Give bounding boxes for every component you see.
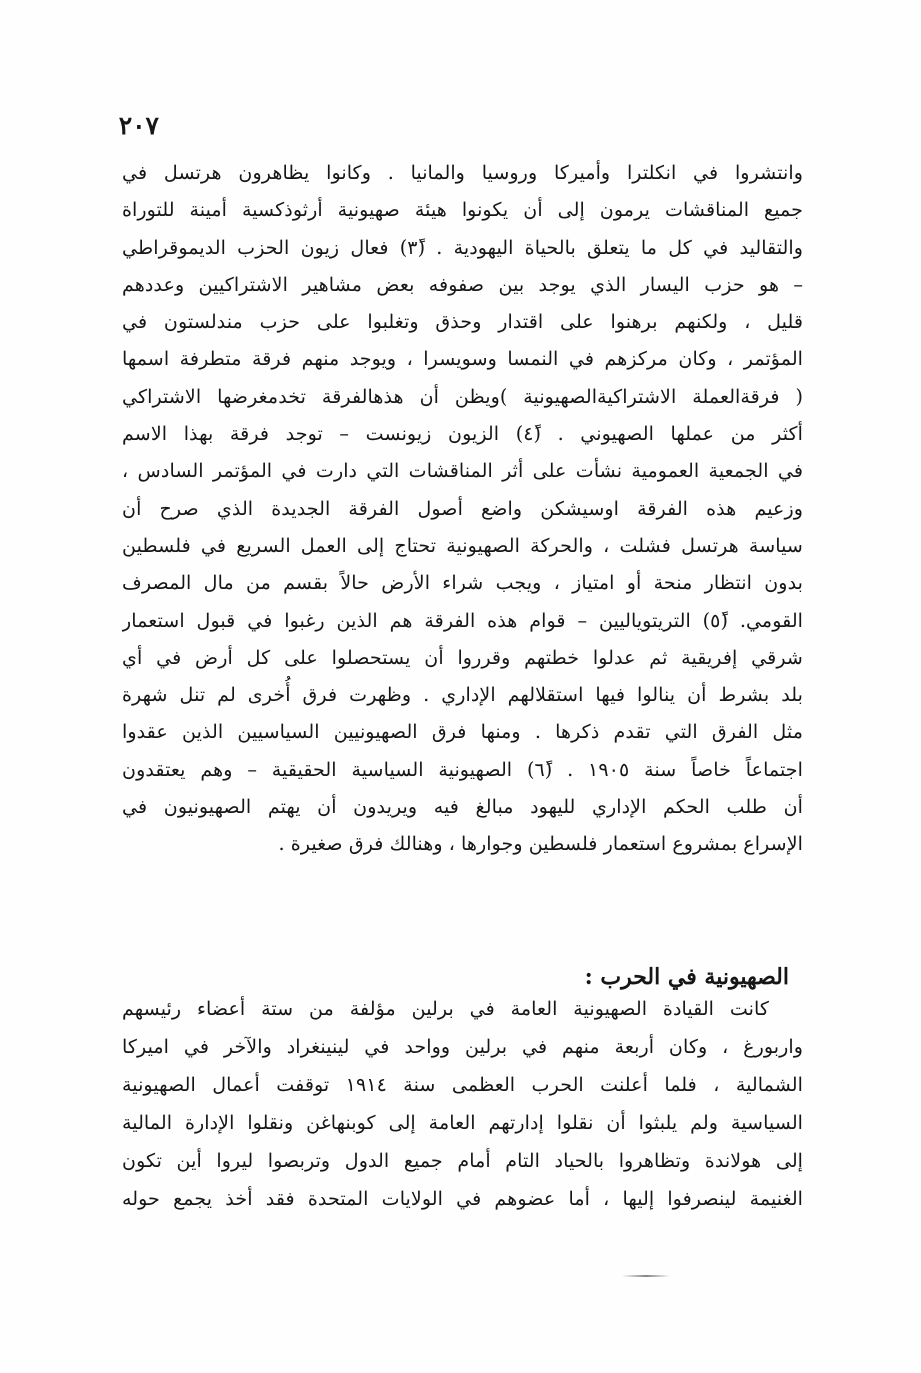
page-number: ٢٠٧ — [118, 111, 159, 140]
text-line: واربورغ ، وكان أربعة منهم في برلين وواحد في لينينغراد والآخر في اميركا — [122, 1035, 803, 1058]
print-mark — [622, 1275, 670, 1277]
text-line: وانتشروا في انكلترا وأميركا وروسيا والمانيا . وكانوا يظاهرون هرتسل في — [122, 161, 803, 184]
text-line: ( فرقةالعملة الاشتراكيةالصهيونية )ويظن أن هذهالفرقة تخدمغرضها الاشتراكي — [122, 384, 803, 408]
section-heading: الصهيونية في الحرب : — [584, 964, 789, 990]
text-line: سياسة هرتسل فشلت ، والحركة الصهيونية تحتاج إلى العمل السريع في فلسطين — [122, 533, 803, 557]
text-line: اجتماعاً خاصاً سنة ١٩٠٥ . (٦ً) الصهيونية السياسية الحقيقية – وهم يعتقدون — [122, 757, 803, 781]
text-line: الشمالية ، فلما أعلنت الحرب العظمى سنة ١٩١٤ توقفت أعمال الصهيونية — [122, 1073, 803, 1096]
text-line: الغنيمة لينصرفوا إليها ، أما عضوهم في الولايات المتحدة فقد أخذ يجمع حوله — [122, 1187, 803, 1210]
text-line: مثل الفرق التي تقدم ذكرها . ومنها فرق الصهيونيين السياسيين الذين عقدوا — [122, 720, 803, 744]
paragraph-zionist-factions — [122, 154, 803, 863]
text-line: شرقي إفريقية ثم عدلوا خطتهم وقرروا أن يستحصلوا على كل أرض في أي — [122, 645, 803, 669]
text-line: جميع المناقشات يرمون إلى أن يكونوا هيئة صهيونية أرثوذكسية أمينة للتوراة — [122, 198, 803, 222]
text-line: وزعيم هذه الفرقة اوسيشكن واضع أصول الفرقة الجديدة الذي صرح أن — [122, 496, 803, 520]
text-line: الإسراع بمشروع استعمار فلسطين وجوارها ، وهنالك فرق صغيرة . — [278, 832, 803, 856]
text-line: القومي. (٥ً) التريتوياليين – قوام هذه الفرقة هم الذين رغبوا في قبول استعمار — [122, 608, 803, 632]
text-line: أن طلب الحكم الإداري لليهود مبالغ فيه ويريدون أن يهتم الصهيونيون في — [122, 795, 803, 819]
text-line: كانت القيادة الصهيونية العامة في برلين مؤلفة من ستة أعضاء رئيسهم — [122, 997, 769, 1020]
text-line: السياسية ولم يلبثوا أن نقلوا إدارتهم العامة إلى كوبنهاغن ونقلوا الإدارة المالية — [122, 1111, 803, 1134]
text-line: المؤتمر ، وكان مركزهم في النمسا وسويسرا ، ويوجد منهم فرقة متطرفة اسمها — [122, 347, 803, 371]
text-line: – هو حزب اليسار الذي يوجد بين صفوفه بعض مشاهير الاشتراكيين وعددهم — [122, 272, 803, 296]
text-line: بدون انتظار منحة أو امتياز ، ويجب شراء الأرض حالاً بقسم من مال المصرف — [122, 571, 803, 595]
text-line: إلى هولاندة وتظاهروا بالحياد التام أمام جميع الدول وتربصوا ليروا أين تكون — [122, 1149, 803, 1172]
text-line: والتقاليد في كل ما يتعلق بالحياة اليهودية . (٣ً) فعال زيون الحزب الديموقراطي — [122, 235, 803, 259]
paragraph-zionism-in-war — [122, 990, 803, 1218]
text-line: في الجمعية العمومية نشأت على أثر المناقشات التي دارت في المؤتمر السادس ، — [122, 459, 803, 483]
text-line: قليل ، ولكنهم برهنوا على اقتدار وحذق وتغلبوا على حزب مندلستون في — [122, 310, 803, 334]
text-line: أكثر من عملها الصهيوني . (٤ً) الزيون زيونست – توجد فرقة بهذا الاسم — [122, 422, 803, 446]
text-line: بلد بشرط أن ينالوا فيها استقلالهم الإداري . وظهرت فرق أُخرى لم تنل شهرة — [122, 683, 803, 707]
